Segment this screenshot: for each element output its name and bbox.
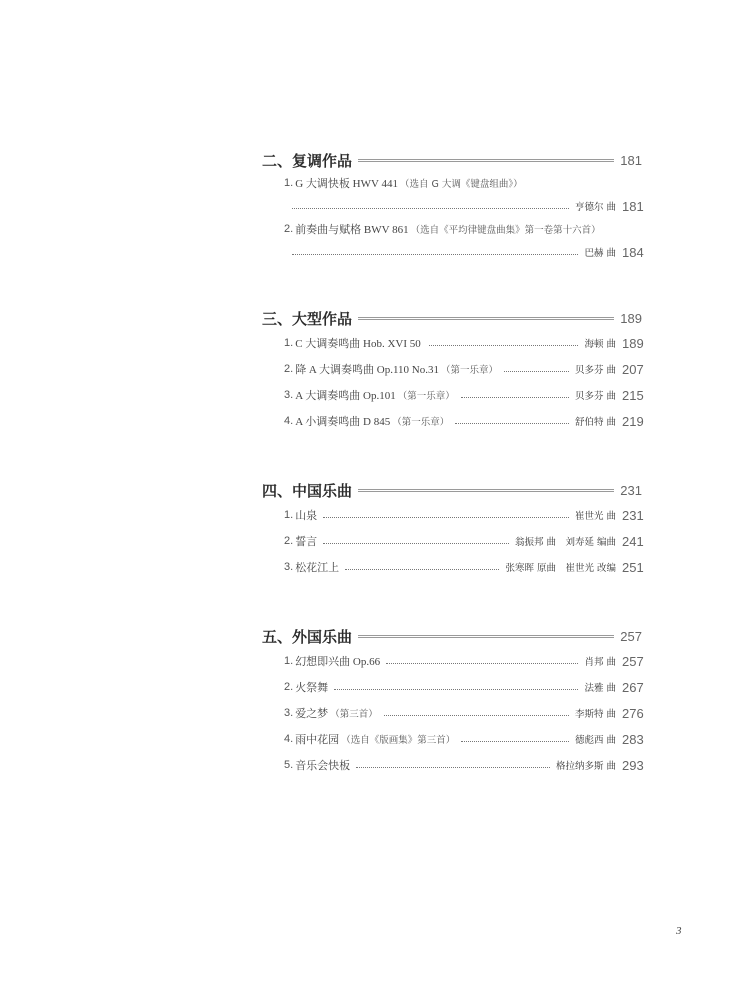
leader-dots bbox=[292, 208, 569, 209]
toc-entry[interactable] bbox=[262, 554, 642, 580]
entry-number: 2. bbox=[284, 681, 294, 693]
entry-composer: 亨德尔 曲 bbox=[574, 202, 616, 213]
section-title[interactable]: 四、中国乐曲 bbox=[262, 481, 353, 500]
section-page: 189 bbox=[620, 310, 642, 326]
section-title[interactable]: 三、大型作品 bbox=[262, 309, 353, 328]
entry-number: 3. bbox=[284, 561, 294, 573]
entry-page: 181 bbox=[622, 198, 644, 214]
leader-dots bbox=[356, 767, 550, 768]
entry-page: 251 bbox=[622, 559, 644, 575]
entry-title: 火祭舞 bbox=[295, 682, 329, 694]
toc-entry[interactable] bbox=[262, 648, 642, 674]
entry-title: A 小调奏鸣曲 D 845 bbox=[295, 416, 391, 428]
entry-number: 3. bbox=[284, 707, 294, 719]
section-chinese-pieces bbox=[262, 478, 642, 580]
entry-composer: 巴赫 曲 bbox=[584, 248, 616, 259]
leader-dots bbox=[455, 423, 569, 424]
toc-entry[interactable] bbox=[262, 502, 642, 528]
entry-title: 幻想即兴曲 Op.66 bbox=[295, 656, 381, 668]
entry-title: 音乐会快板 bbox=[295, 760, 351, 772]
section-header bbox=[262, 306, 642, 330]
entry-subtitle: （第一乐章） bbox=[392, 417, 450, 428]
section-title[interactable]: 二、复调作品 bbox=[262, 151, 353, 170]
entry-composer: 翁振邦 曲 刘寿延 编曲 bbox=[514, 537, 616, 548]
entry-title: G 大调快板 HWV 441 bbox=[295, 178, 398, 190]
entry-page: 189 bbox=[622, 335, 644, 351]
section-polyphonic bbox=[262, 148, 642, 264]
section-rule bbox=[358, 159, 614, 162]
toc-entry[interactable] bbox=[262, 700, 642, 726]
leader-dots bbox=[323, 543, 509, 544]
entry-title: A 大调奏鸣曲 Op.101 bbox=[295, 390, 396, 402]
entry-page: 283 bbox=[622, 731, 644, 747]
entry-subtitle: （选自 G 大调《键盘组曲》） bbox=[399, 179, 523, 190]
entry-page: 207 bbox=[622, 361, 644, 377]
toc-entry[interactable] bbox=[262, 330, 642, 356]
entry-composer: 德彪西 曲 bbox=[574, 735, 616, 746]
toc-entry[interactable] bbox=[262, 528, 642, 554]
leader-dots bbox=[461, 741, 569, 742]
entry-subtitle: （选自《版画集》第三首） bbox=[341, 735, 456, 746]
section-foreign-pieces bbox=[262, 624, 642, 778]
entry-title: 山泉 bbox=[295, 510, 318, 522]
entry-title: C 大调奏鸣曲 Hob. XVI 50 bbox=[295, 338, 421, 350]
entry-subtitle: （第三首） bbox=[330, 709, 378, 720]
toc-entry[interactable] bbox=[262, 674, 642, 700]
entry-page: 257 bbox=[622, 653, 644, 669]
entry-page: 215 bbox=[622, 387, 644, 403]
entry-title: 爱之梦 bbox=[295, 708, 329, 720]
section-header bbox=[262, 478, 642, 502]
entry-number: 1. bbox=[284, 337, 294, 349]
entry-number: 1. bbox=[284, 655, 294, 667]
section-rule bbox=[358, 317, 614, 320]
entry-composer: 张寒晖 原曲 崔世光 改编 bbox=[505, 563, 616, 574]
entry-composer: 贝多芬 曲 bbox=[574, 365, 616, 376]
entry-composer: 舒伯特 曲 bbox=[574, 417, 616, 428]
section-page: 181 bbox=[620, 152, 642, 168]
entry-page: 293 bbox=[622, 757, 644, 773]
toc-entry[interactable] bbox=[262, 172, 642, 194]
entry-subtitle: （选自《平均律键盘曲集》第一卷第十六首） bbox=[410, 225, 601, 236]
entry-composer: 肖邦 曲 bbox=[584, 657, 616, 668]
toc-entry[interactable] bbox=[262, 382, 642, 408]
entry-page: 276 bbox=[622, 705, 644, 721]
toc-entry[interactable] bbox=[262, 726, 642, 752]
entry-title: 雨中花园 bbox=[295, 734, 340, 746]
section-header bbox=[262, 148, 642, 172]
leader-dots bbox=[334, 689, 578, 690]
toc-entry-continuation[interactable] bbox=[262, 240, 642, 264]
entry-composer: 格拉纳多斯 曲 bbox=[555, 761, 616, 772]
entry-composer: 法雅 曲 bbox=[584, 683, 616, 694]
entry-subtitle: （第一乐章） bbox=[397, 391, 455, 402]
entry-title: 前奏曲与赋格 BWV 861 bbox=[295, 224, 409, 236]
entry-page: 231 bbox=[622, 507, 644, 523]
entry-number: 2. bbox=[284, 363, 294, 375]
toc-entry-continuation[interactable] bbox=[262, 194, 642, 218]
toc-entry[interactable] bbox=[262, 408, 642, 434]
section-header bbox=[262, 624, 642, 648]
section-page: 257 bbox=[620, 628, 642, 644]
entry-number: 2. bbox=[284, 535, 294, 547]
section-large-works bbox=[262, 306, 642, 434]
entry-title: 降 A 大调奏鸣曲 Op.110 No.31 bbox=[295, 364, 440, 376]
entry-number: 2. bbox=[284, 223, 294, 235]
entry-composer: 海顿 曲 bbox=[584, 339, 616, 350]
entry-composer: 崔世光 曲 bbox=[574, 511, 616, 522]
entry-composer: 贝多芬 曲 bbox=[574, 391, 616, 402]
toc-entry[interactable] bbox=[262, 356, 642, 382]
entry-number: 3. bbox=[284, 389, 294, 401]
leader-dots bbox=[384, 715, 569, 716]
entry-composer: 李斯特 曲 bbox=[574, 709, 616, 720]
entry-number: 1. bbox=[284, 177, 294, 189]
entry-page: 241 bbox=[622, 533, 644, 549]
table-of-contents bbox=[262, 148, 642, 778]
entry-title: 松花江上 bbox=[295, 562, 340, 574]
leader-dots bbox=[323, 517, 569, 518]
entry-subtitle: （第一乐章） bbox=[441, 365, 499, 376]
toc-entry[interactable] bbox=[262, 752, 642, 778]
leader-dots bbox=[504, 371, 569, 372]
section-rule bbox=[358, 489, 614, 492]
entry-number: 4. bbox=[284, 733, 294, 745]
page-number: 3 bbox=[676, 925, 682, 937]
leader-dots bbox=[292, 254, 578, 255]
leader-dots bbox=[429, 345, 579, 346]
section-title[interactable]: 五、外国乐曲 bbox=[262, 627, 353, 646]
entry-page: 184 bbox=[622, 244, 644, 260]
leader-dots bbox=[386, 663, 578, 664]
leader-dots bbox=[461, 397, 569, 398]
leader-dots bbox=[345, 569, 499, 570]
entry-number: 5. bbox=[284, 759, 294, 771]
entry-title: 誓言 bbox=[295, 536, 318, 548]
entry-page: 267 bbox=[622, 679, 644, 695]
entry-number: 4. bbox=[284, 415, 294, 427]
entry-page: 219 bbox=[622, 413, 644, 429]
entry-number: 1. bbox=[284, 509, 294, 521]
toc-entry[interactable] bbox=[262, 218, 642, 240]
section-rule bbox=[358, 635, 614, 638]
section-page: 231 bbox=[620, 482, 642, 498]
